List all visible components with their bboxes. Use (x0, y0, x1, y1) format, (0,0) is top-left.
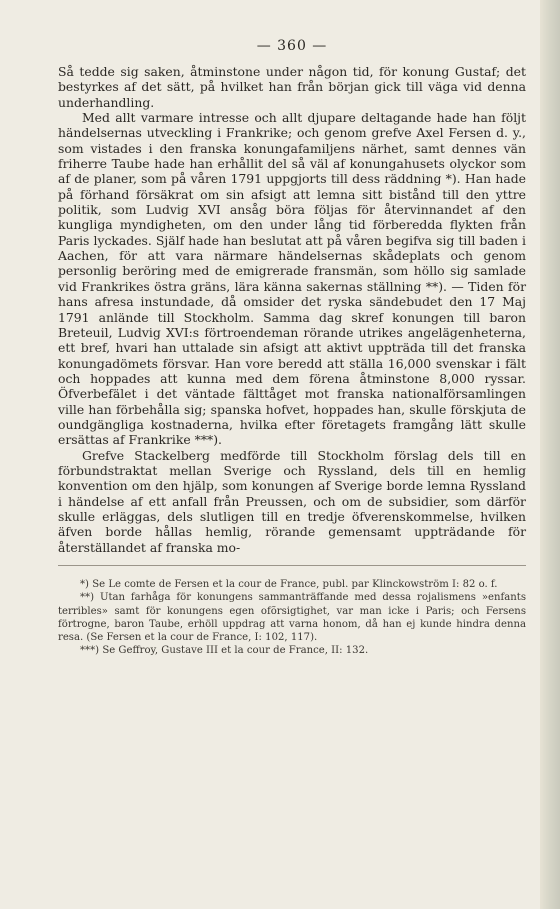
paragraph: Med allt varmare intresse och allt djupare deltagande hade han följt händelsernas utveckling i Frankrike; och genom grefve Axel Fersen d. y., som vistades i den franska konungafamiljens närhet, samt dennes vän friherre Taube hade han erhållit del så väl af konungahusets olyckor som af de planer, som på våren 1791 uppgjorts till dess räddning *). Han hade på förhand försäkrat om sin afsigt att lemna sitt bistånd till den yttre politik, som Ludvig XVI ansåg böra följas för återvinnandet af den kungliga myndigheten, om den under lång tid förberedda flykten från Paris lyckades. Själf hade han beslutat att på våren begifva sig till baden i Aachen, för att vara närmare händelsernas skådeplats och genom personlig beröring med de emigrerade fransmän, som höllo sig samlade vid Frankrikes östra gräns, lära känna sakernas ställning **). — Tiden för hans afresa instundade, då omsider det ryska sändebudet den 17 Maj 1791 anlände till Stockholm. Samma dag skref konungen till baron Breteuil, Ludvig XVI:s förtroendeman rörande utrikes angelägenheterna, ett bref, hvari han uttalade sin afsigt att aktivt uppträda till det franska konungadömets försvar. Han vore beredd att ställa 16,000 svenskar i fält och hoppades att kunna med dem förena åtminstone 8,000 ryssar. Öfverbefälet i det väntade fälttåget mot franska nationalförsamlingen ville han förbehålla sig; spanska hofvet, hoppades han, skulle förskjuta de oundgängliga kostnaderna, hvilka efter företagets framgång lätt skulle ersättas af Frankrike ***). (58, 110, 526, 448)
footnote-text: Se Le comte de Fersen et la cour de France, publ. par Klinckowström I: 82 o. f. (92, 579, 498, 590)
main-text (58, 64, 526, 555)
page-edge (540, 0, 560, 909)
footnote-divider (58, 565, 526, 566)
footnote-mark: **) (80, 592, 95, 604)
book-page (58, 38, 526, 658)
paragraph: Grefve Stackelberg medförde till Stockholm förslag dels till en förbundstraktat mellan Sverige och Ryssland, dels till en hemlig konvention om den hjälp, som konungen af Sverige borde lemna Ryssland i händelse af ett anfall från Preussen, och om de subsidier, som därför skulle erläggas, dels slutligen till en tredje öfverenskommelse, hvilken äfven borde hållas hemlig, rörande gemensamt uppträdande för återställandet af franska mo- (58, 447, 526, 555)
paragraph: Så tedde sig saken, åtminstone under någon tid, för konung Gustaf; det bestyrkes af det sätt, på hvilket han från början gick till väga vid denna underhandling. (58, 64, 526, 110)
footnote-mark: ***) (80, 645, 100, 657)
footnote (58, 591, 526, 644)
footnote-text: Se Geffroy, Gustave III et la cour de France, II: 132. (102, 645, 369, 657)
footnote-text: Utan farhåga för konungens sammanträffande med dessa rojalismens »enfants terribles» samt för konungens egen ofõrsigtighet, var man icke i Paris; och Fersens förtrogne, baron Taube, erhöll uppdrag att varna honom, då han ej kunde hindra denna resa. (Se Fersen et la cour de France, I: 102, 117). (58, 592, 526, 644)
page-number: — 360 — (256, 38, 328, 54)
footnote (58, 644, 526, 657)
footnotes (58, 578, 526, 658)
footnote-mark: *) (80, 579, 89, 590)
footnote (58, 578, 526, 591)
